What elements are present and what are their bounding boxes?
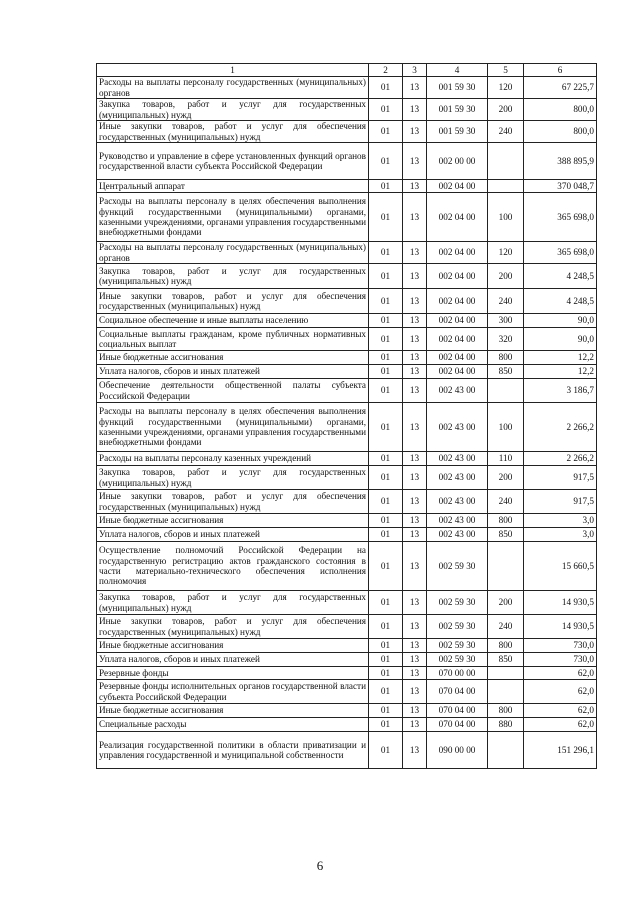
column-header: 4 bbox=[427, 64, 488, 77]
row-name-cell: Иные закупки товаров, работ и услуг для обеспечения государственных (муниципальных) нужд bbox=[97, 490, 369, 514]
section-cell: 01 bbox=[369, 452, 403, 466]
section-cell: 01 bbox=[369, 289, 403, 314]
table-row bbox=[97, 99, 597, 121]
table-row bbox=[97, 732, 597, 769]
target-article-cell: 002 59 30 bbox=[427, 591, 488, 615]
expense-type-cell: 200 bbox=[488, 591, 524, 615]
expense-type-cell: 110 bbox=[488, 452, 524, 466]
subsection-cell: 13 bbox=[403, 328, 427, 351]
column-header: 2 bbox=[369, 64, 403, 77]
target-article-cell: 002 04 00 bbox=[427, 242, 488, 264]
row-name-cell: Иные бюджетные ассигнования bbox=[97, 351, 369, 365]
subsection-cell: 13 bbox=[403, 732, 427, 769]
amount-cell: 90,0 bbox=[524, 314, 597, 328]
subsection-cell: 13 bbox=[403, 490, 427, 514]
target-article-cell: 002 43 00 bbox=[427, 466, 488, 490]
subsection-cell: 13 bbox=[403, 466, 427, 490]
amount-cell: 62,0 bbox=[524, 680, 597, 704]
section-cell: 01 bbox=[369, 121, 403, 143]
amount-cell: 388 895,9 bbox=[524, 143, 597, 180]
table-row bbox=[97, 328, 597, 351]
expense-type-cell: 800 bbox=[488, 704, 524, 718]
section-cell: 01 bbox=[369, 403, 403, 452]
row-name-cell: Иные закупки товаров, работ и услуг для обеспечения государственных (муниципальных) нужд bbox=[97, 289, 369, 314]
expense-type-cell: 200 bbox=[488, 264, 524, 289]
table-row bbox=[97, 528, 597, 542]
row-name-cell: Расходы на выплаты персоналу государственных (муниципальных) органов bbox=[97, 242, 369, 264]
expense-type-cell: 850 bbox=[488, 365, 524, 379]
expense-type-cell: 240 bbox=[488, 121, 524, 143]
row-name-cell: Резервные фонды исполнительных органов государственной власти субъекта Российской Федерации bbox=[97, 680, 369, 704]
target-article-cell: 002 04 00 bbox=[427, 328, 488, 351]
target-article-cell: 002 43 00 bbox=[427, 452, 488, 466]
section-cell: 01 bbox=[369, 99, 403, 121]
expense-type-cell: 240 bbox=[488, 289, 524, 314]
table-row bbox=[97, 704, 597, 718]
target-article-cell: 002 43 00 bbox=[427, 528, 488, 542]
section-cell: 01 bbox=[369, 680, 403, 704]
row-name-cell: Иные закупки товаров, работ и услуг для обеспечения государственных (муниципальных) нужд bbox=[97, 121, 369, 143]
subsection-cell: 13 bbox=[403, 639, 427, 653]
target-article-cell: 002 59 30 bbox=[427, 653, 488, 667]
subsection-cell: 13 bbox=[403, 264, 427, 289]
expense-type-cell bbox=[488, 379, 524, 403]
amount-cell: 800,0 bbox=[524, 121, 597, 143]
row-name-cell: Обеспечение деятельности общественной палаты субъекта Российской Федерации bbox=[97, 379, 369, 403]
table-row bbox=[97, 514, 597, 528]
subsection-cell: 13 bbox=[403, 680, 427, 704]
amount-cell: 2 266,2 bbox=[524, 452, 597, 466]
expense-type-cell bbox=[488, 680, 524, 704]
row-name-cell: Закупка товаров, работ и услуг для государственных (муниципальных) нужд bbox=[97, 591, 369, 615]
section-cell: 01 bbox=[369, 242, 403, 264]
row-name-cell: Расходы на выплаты персоналу государственных (муниципальных) органов bbox=[97, 77, 369, 99]
table-row bbox=[97, 718, 597, 732]
subsection-cell: 13 bbox=[403, 514, 427, 528]
table-row bbox=[97, 490, 597, 514]
table-row bbox=[97, 591, 597, 615]
row-name-cell: Специальные расходы bbox=[97, 718, 369, 732]
row-name-cell: Уплата налогов, сборов и иных платежей bbox=[97, 365, 369, 379]
row-name-cell: Руководство и управление в сфере установленных функций органов государственной власти субъекта Российской Федерации bbox=[97, 143, 369, 180]
amount-cell: 3,0 bbox=[524, 514, 597, 528]
amount-cell: 14 930,5 bbox=[524, 591, 597, 615]
column-header: 3 bbox=[403, 64, 427, 77]
expense-type-cell: 120 bbox=[488, 242, 524, 264]
row-name-cell: Иные бюджетные ассигнования bbox=[97, 514, 369, 528]
section-cell: 01 bbox=[369, 180, 403, 193]
target-article-cell: 002 04 00 bbox=[427, 264, 488, 289]
subsection-cell: 13 bbox=[403, 180, 427, 193]
table-row bbox=[97, 180, 597, 193]
section-cell: 01 bbox=[369, 528, 403, 542]
column-header: 5 bbox=[488, 64, 524, 77]
amount-cell: 917,5 bbox=[524, 466, 597, 490]
table-row bbox=[97, 242, 597, 264]
section-cell: 01 bbox=[369, 639, 403, 653]
amount-cell: 62,0 bbox=[524, 704, 597, 718]
subsection-cell: 13 bbox=[403, 242, 427, 264]
row-name-cell: Расходы на выплаты персоналу в целях обеспечения выполнения функций государственными (муниципальными) органами, казенными учреждениями, органами управления государственными внебюджетными фондами bbox=[97, 193, 369, 242]
amount-cell: 15 660,5 bbox=[524, 542, 597, 591]
row-name-cell: Резервные фонды bbox=[97, 667, 369, 680]
table-row bbox=[97, 680, 597, 704]
subsection-cell: 13 bbox=[403, 653, 427, 667]
table-row bbox=[97, 143, 597, 180]
expense-type-cell: 800 bbox=[488, 639, 524, 653]
subsection-cell: 13 bbox=[403, 542, 427, 591]
amount-cell: 14 930,5 bbox=[524, 615, 597, 639]
target-article-cell: 070 04 00 bbox=[427, 704, 488, 718]
subsection-cell: 13 bbox=[403, 314, 427, 328]
target-article-cell: 070 04 00 bbox=[427, 718, 488, 732]
section-cell: 01 bbox=[369, 143, 403, 180]
table-body bbox=[97, 77, 597, 769]
target-article-cell: 002 43 00 bbox=[427, 379, 488, 403]
amount-cell: 90,0 bbox=[524, 328, 597, 351]
section-cell: 01 bbox=[369, 193, 403, 242]
page-number: 6 bbox=[316, 858, 324, 873]
table-row bbox=[97, 121, 597, 143]
subsection-cell: 13 bbox=[403, 718, 427, 732]
target-article-cell: 002 59 30 bbox=[427, 542, 488, 591]
expense-type-cell: 240 bbox=[488, 490, 524, 514]
amount-cell: 365 698,0 bbox=[524, 242, 597, 264]
row-name-cell: Уплата налогов, сборов и иных платежей bbox=[97, 653, 369, 667]
subsection-cell: 13 bbox=[403, 193, 427, 242]
row-name-cell: Расходы на выплаты персоналу казенных учреждений bbox=[97, 452, 369, 466]
section-cell: 01 bbox=[369, 77, 403, 99]
subsection-cell: 13 bbox=[403, 667, 427, 680]
section-cell: 01 bbox=[369, 732, 403, 769]
section-cell: 01 bbox=[369, 490, 403, 514]
subsection-cell: 13 bbox=[403, 365, 427, 379]
table-row bbox=[97, 314, 597, 328]
amount-cell: 3 186,7 bbox=[524, 379, 597, 403]
subsection-cell: 13 bbox=[403, 143, 427, 180]
column-header: 6 bbox=[524, 64, 597, 77]
section-cell: 01 bbox=[369, 351, 403, 365]
target-article-cell: 002 00 00 bbox=[427, 143, 488, 180]
table-row bbox=[97, 351, 597, 365]
row-name-cell: Закупка товаров, работ и услуг для государственных (муниципальных) нужд bbox=[97, 466, 369, 490]
target-article-cell: 002 43 00 bbox=[427, 403, 488, 452]
budget-table bbox=[96, 63, 597, 769]
expense-type-cell: 120 bbox=[488, 77, 524, 99]
section-cell: 01 bbox=[369, 591, 403, 615]
table-row bbox=[97, 466, 597, 490]
table-row bbox=[97, 379, 597, 403]
table-row bbox=[97, 77, 597, 99]
section-cell: 01 bbox=[369, 264, 403, 289]
subsection-cell: 13 bbox=[403, 289, 427, 314]
table-row bbox=[97, 615, 597, 639]
table-row bbox=[97, 289, 597, 314]
amount-cell: 12,2 bbox=[524, 351, 597, 365]
target-article-cell: 001 59 30 bbox=[427, 77, 488, 99]
target-article-cell: 002 43 00 bbox=[427, 514, 488, 528]
target-article-cell: 002 04 00 bbox=[427, 351, 488, 365]
target-article-cell: 002 04 00 bbox=[427, 289, 488, 314]
expense-type-cell: 800 bbox=[488, 351, 524, 365]
amount-cell: 370 048,7 bbox=[524, 180, 597, 193]
subsection-cell: 13 bbox=[403, 379, 427, 403]
row-name-cell: Иные бюджетные ассигнования bbox=[97, 639, 369, 653]
amount-cell: 62,0 bbox=[524, 667, 597, 680]
target-article-cell: 002 04 00 bbox=[427, 314, 488, 328]
row-name-cell: Иные закупки товаров, работ и услуг для обеспечения государственных (муниципальных) нужд bbox=[97, 615, 369, 639]
row-name-cell: Уплата налогов, сборов и иных платежей bbox=[97, 528, 369, 542]
target-article-cell: 002 04 00 bbox=[427, 180, 488, 193]
target-article-cell: 002 04 00 bbox=[427, 193, 488, 242]
target-article-cell: 002 04 00 bbox=[427, 365, 488, 379]
table-row bbox=[97, 639, 597, 653]
amount-cell: 12,2 bbox=[524, 365, 597, 379]
subsection-cell: 13 bbox=[403, 591, 427, 615]
expense-type-cell: 800 bbox=[488, 514, 524, 528]
amount-cell: 4 248,5 bbox=[524, 289, 597, 314]
subsection-cell: 13 bbox=[403, 77, 427, 99]
amount-cell: 917,5 bbox=[524, 490, 597, 514]
row-name-cell: Осуществление полномочий Российской Федерации на государственную регистрацию актов гражданского состояния в части материально-технического обеспечения исполнения полномочия bbox=[97, 542, 369, 591]
target-article-cell: 002 59 30 bbox=[427, 615, 488, 639]
expense-type-cell: 100 bbox=[488, 403, 524, 452]
section-cell: 01 bbox=[369, 314, 403, 328]
table-row bbox=[97, 542, 597, 591]
target-article-cell: 002 59 30 bbox=[427, 639, 488, 653]
expense-type-cell bbox=[488, 180, 524, 193]
target-article-cell: 001 59 30 bbox=[427, 99, 488, 121]
row-name-cell: Закупка товаров, работ и услуг для государственных (муниципальных) нужд bbox=[97, 264, 369, 289]
expense-type-cell: 850 bbox=[488, 653, 524, 667]
table-row bbox=[97, 667, 597, 680]
target-article-cell: 001 59 30 bbox=[427, 121, 488, 143]
expense-type-cell: 850 bbox=[488, 528, 524, 542]
table-row bbox=[97, 653, 597, 667]
row-name-cell: Расходы на выплаты персоналу в целях обеспечения выполнения функций государственными (муниципальными) органами, казенными учреждениями, органами управления государственными внебюджетными фондами bbox=[97, 403, 369, 452]
subsection-cell: 13 bbox=[403, 528, 427, 542]
target-article-cell: 090 00 00 bbox=[427, 732, 488, 769]
table-row bbox=[97, 452, 597, 466]
expense-type-cell: 320 bbox=[488, 328, 524, 351]
section-cell: 01 bbox=[369, 667, 403, 680]
section-cell: 01 bbox=[369, 704, 403, 718]
amount-cell: 151 296,1 bbox=[524, 732, 597, 769]
section-cell: 01 bbox=[369, 514, 403, 528]
subsection-cell: 13 bbox=[403, 704, 427, 718]
row-name-cell: Закупка товаров, работ и услуг для государственных (муниципальных) нужд bbox=[97, 99, 369, 121]
section-cell: 01 bbox=[369, 615, 403, 639]
amount-cell: 2 266,2 bbox=[524, 403, 597, 452]
expense-type-cell: 240 bbox=[488, 615, 524, 639]
amount-cell: 365 698,0 bbox=[524, 193, 597, 242]
row-name-cell: Социальные выплаты гражданам, кроме публичных нормативных социальных выплат bbox=[97, 328, 369, 351]
amount-cell: 67 225,7 bbox=[524, 77, 597, 99]
column-header: 1 bbox=[97, 64, 369, 77]
amount-cell: 4 248,5 bbox=[524, 264, 597, 289]
row-name-cell: Центральный аппарат bbox=[97, 180, 369, 193]
expense-type-cell bbox=[488, 542, 524, 591]
amount-cell: 800,0 bbox=[524, 99, 597, 121]
row-name-cell: Реализация государственной политики в области приватизации и управления государственной и муниципальной собственности bbox=[97, 732, 369, 769]
expense-type-cell: 100 bbox=[488, 193, 524, 242]
expense-type-cell bbox=[488, 667, 524, 680]
expense-type-cell: 880 bbox=[488, 718, 524, 732]
target-article-cell: 070 00 00 bbox=[427, 667, 488, 680]
section-cell: 01 bbox=[369, 653, 403, 667]
subsection-cell: 13 bbox=[403, 403, 427, 452]
expense-type-cell bbox=[488, 732, 524, 769]
amount-cell: 62,0 bbox=[524, 718, 597, 732]
header-row bbox=[97, 64, 597, 77]
row-name-cell: Социальное обеспечение и иные выплаты населению bbox=[97, 314, 369, 328]
subsection-cell: 13 bbox=[403, 99, 427, 121]
subsection-cell: 13 bbox=[403, 121, 427, 143]
table-row bbox=[97, 193, 597, 242]
expense-type-cell: 300 bbox=[488, 314, 524, 328]
section-cell: 01 bbox=[369, 365, 403, 379]
amount-cell: 3,0 bbox=[524, 528, 597, 542]
section-cell: 01 bbox=[369, 466, 403, 490]
target-article-cell: 070 04 00 bbox=[427, 680, 488, 704]
amount-cell: 730,0 bbox=[524, 639, 597, 653]
expense-type-cell: 200 bbox=[488, 99, 524, 121]
subsection-cell: 13 bbox=[403, 351, 427, 365]
row-name-cell: Иные бюджетные ассигнования bbox=[97, 704, 369, 718]
subsection-cell: 13 bbox=[403, 452, 427, 466]
amount-cell: 730,0 bbox=[524, 653, 597, 667]
table-row bbox=[97, 403, 597, 452]
subsection-cell: 13 bbox=[403, 615, 427, 639]
table-row bbox=[97, 365, 597, 379]
section-cell: 01 bbox=[369, 542, 403, 591]
section-cell: 01 bbox=[369, 718, 403, 732]
section-cell: 01 bbox=[369, 379, 403, 403]
section-cell: 01 bbox=[369, 328, 403, 351]
table-row bbox=[97, 264, 597, 289]
target-article-cell: 002 43 00 bbox=[427, 490, 488, 514]
expense-type-cell: 200 bbox=[488, 466, 524, 490]
expense-type-cell bbox=[488, 143, 524, 180]
